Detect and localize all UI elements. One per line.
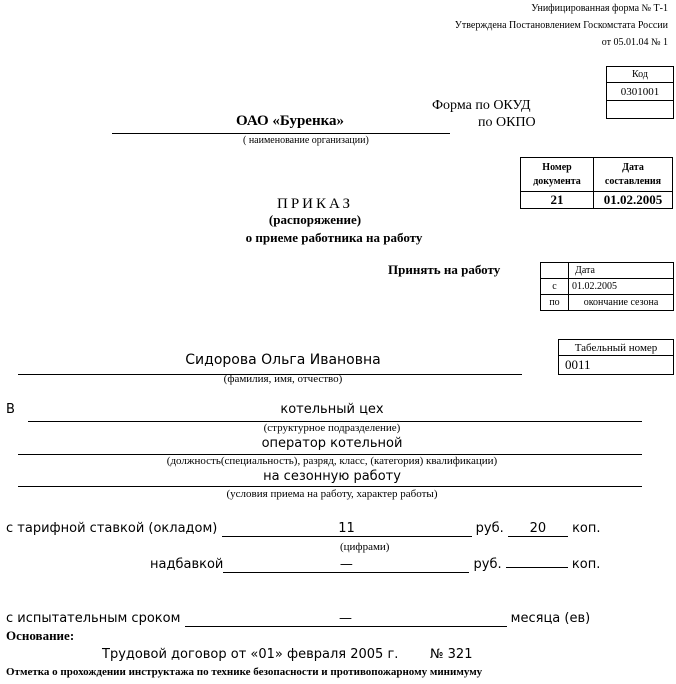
hire-date-header: Дата [569, 263, 674, 279]
bonus-value: — [223, 557, 469, 573]
basis-number: № 321 [430, 647, 473, 662]
hire-to-date: окончание сезона [569, 295, 674, 311]
personnel-number-label: Табельный номер [559, 340, 674, 356]
document-table [520, 157, 673, 209]
codes-header: Код [607, 67, 674, 83]
doc-number-header: Номер документа [521, 158, 594, 192]
doc-date-value: 01.02.2005 [594, 192, 673, 209]
hire-to-label: по [541, 295, 569, 311]
personnel-number-table [558, 339, 674, 375]
basis-text: Трудовой договор от «01» февраля 2005 г. [102, 647, 399, 662]
order-subtitle: (распоряжение) [268, 212, 362, 227]
employee-name: Сидорова Ольга Ивановна [185, 352, 381, 368]
department-caption: (структурное подразделение) [263, 422, 401, 434]
hire-dates-table [540, 262, 674, 311]
bonus-label: надбавкой [150, 557, 224, 572]
probation-unit: месяца (ев) [510, 611, 591, 626]
approval-line: Утверждена Постановлением Госкомстата России [454, 20, 668, 31]
salary-kop-value: 20 [508, 521, 568, 537]
hire-label: Принять на работу [388, 262, 501, 277]
digits-caption: (цифрами) [340, 541, 390, 553]
employee-caption: (фамилия, имя, отчество) [223, 373, 343, 385]
organization-line [112, 133, 450, 134]
personnel-number-value: 0011 [559, 356, 674, 375]
bonus-rub-label: руб. [473, 557, 502, 572]
hire-from-label: с [541, 279, 569, 295]
bonus-row [150, 557, 600, 573]
salary-rub-value: 11 [222, 521, 472, 537]
okpo-code [607, 101, 674, 119]
salary-label: с тарифной ставкой (окладом) [6, 521, 218, 536]
position-value: оператор котельной [261, 436, 403, 451]
salary-row [6, 521, 601, 537]
safety-briefing-note: Отметка о прохождении инструктажа по технике безопасности и противопожарному минимуму [6, 666, 483, 678]
position-caption: (должность(специальность), разряд, класс, (категория) квалификации) [166, 455, 498, 467]
okud-label: Форма по ОКУД [432, 98, 531, 113]
bonus-kop-label: коп. [571, 557, 601, 572]
order-description: о приеме работника на работу [245, 230, 423, 245]
salary-rub-label: руб. [475, 521, 504, 536]
form-type-line: Унифицированная форма № Т-1 [531, 3, 668, 14]
order-title: ПРИКАЗ [277, 196, 353, 212]
doc-date-header: Дата составления [594, 158, 673, 192]
conditions-value: на сезонную работу [263, 469, 401, 484]
conditions-caption: (условия приема на работу, характер работы) [226, 488, 438, 500]
approval-date-line: от 05.01.04 № 1 [601, 37, 668, 48]
codes-table [606, 66, 674, 119]
basis-label: Основание: [6, 628, 75, 643]
placement-prefix: В [6, 402, 15, 417]
okpo-label: по ОКПО [478, 115, 536, 130]
hire-from-date: 01.02.2005 [569, 279, 674, 295]
probation-row [6, 611, 590, 627]
bonus-kop-value [506, 567, 568, 568]
okud-code: 0301001 [607, 83, 674, 101]
organization-caption: ( наименование организации) [243, 135, 369, 146]
conditions-line [18, 486, 642, 487]
probation-value: — [185, 611, 507, 627]
doc-number-value: 21 [521, 192, 594, 209]
organization-name: ОАО «Буренка» [236, 113, 345, 129]
department-value: котельный цех [280, 402, 384, 417]
probation-label: с испытательным сроком [6, 611, 181, 626]
salary-kop-label: коп. [572, 521, 601, 536]
